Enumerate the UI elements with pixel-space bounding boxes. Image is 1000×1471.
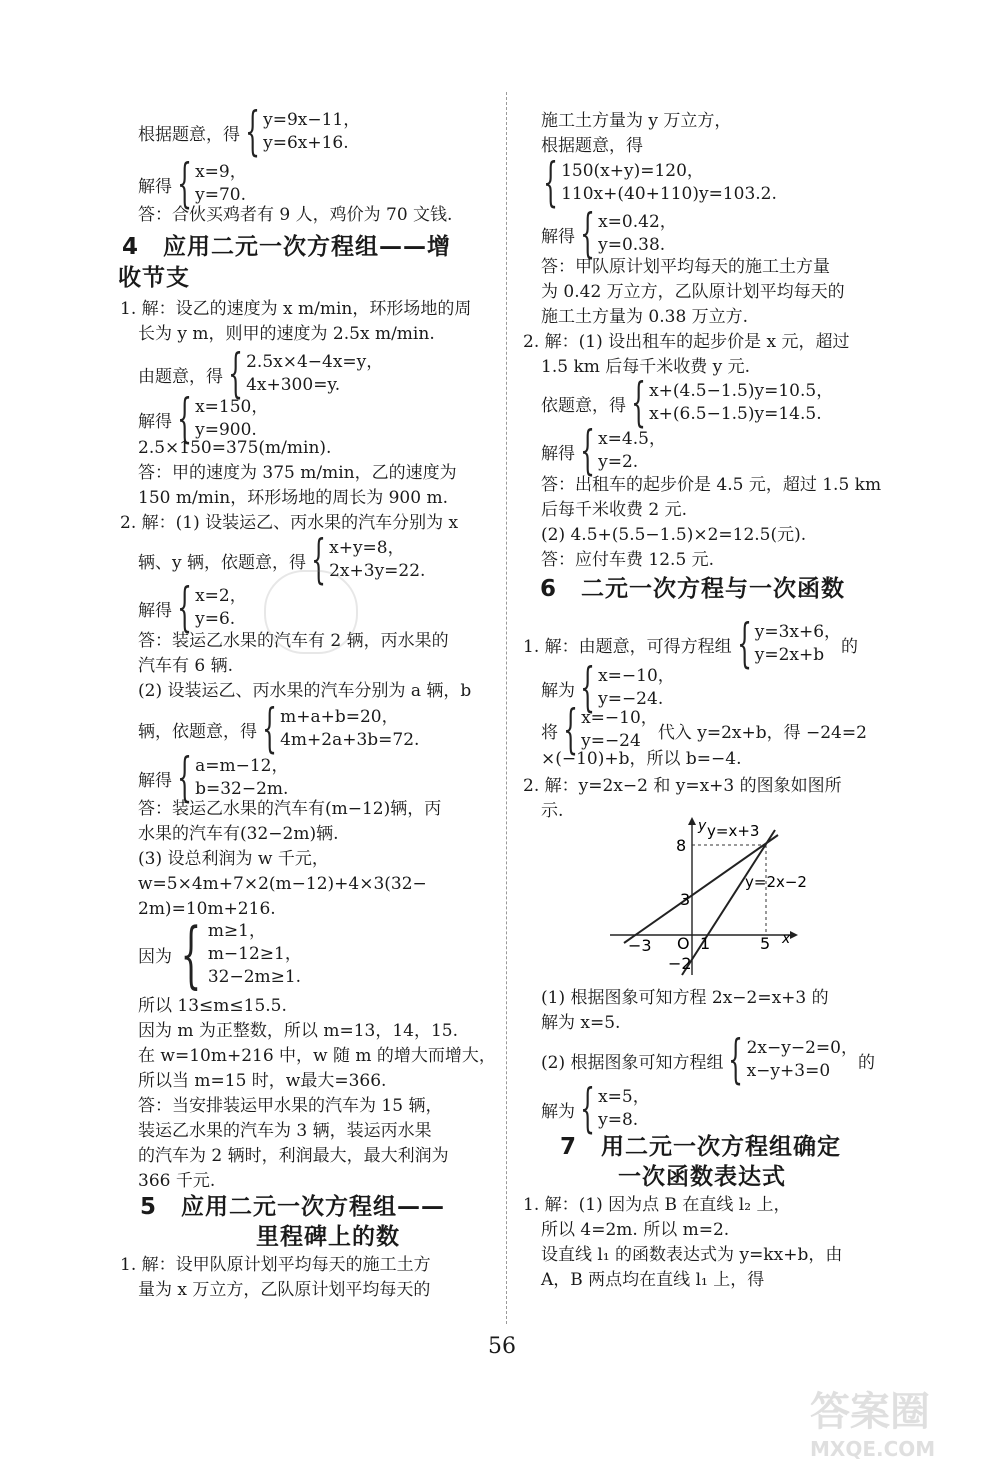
text-line: 答：装运乙水果的汽车有 2 辆，丙水果的 [138,631,449,651]
system-6: 解得 { x=2， y=6. [138,578,247,638]
text-line: 施工土方量为 y 万立方， [541,111,732,131]
tick-origin: O [677,934,690,953]
text-line: 答：出租车的起步价是 4.5 元，超过 1.5 km [541,475,882,495]
label-y-x-plus-3: y=x+3 [707,822,760,840]
text-line: 所以 13≤m≤15.5. [138,996,287,1016]
text-line: 根据题意，得 [541,136,643,156]
text-line: 水果的汽车有(32−2m)辆. [138,824,339,844]
text-line: 1. 解：(1) 因为点 B 在直线 l₂ 上， [523,1195,791,1215]
label-y-2x-minus-2: y=2x−2 [745,873,807,891]
system-16: 将 { x=−10， y=−24 代入 y=2x+b，得 −24=2 [541,700,867,760]
text-line: 答：应付车费 12.5 元. [541,550,715,570]
text-line: 答：当安排装运甲水果的汽车为 15 辆， [138,1096,443,1116]
text-line: (2) 4.5+(5.5−1.5)×2=12.5(元). [541,525,807,545]
tick-y-neg2: −2 [668,954,692,973]
text-line: w=5×4m+7×2(m−12)+4×3(32− [138,874,427,894]
section-4-heading: 4 应用二元一次方程组——增 [122,234,452,260]
text-line: 2. 解：(1) 设装运乙、丙水果的汽车分别为 x [120,513,459,533]
column-divider [506,92,507,1324]
system-2: 解得 { x=9， y=70. [138,154,247,214]
text-line: 设直线 l₁ 的函数表达式为 y=kx+b，由 [541,1245,843,1265]
text-line: 为 0.42 万立方，乙队原计划平均每天的 [541,282,845,302]
system-10: { 150(x+y)=120， 110x+(40+110)y=103.2. [543,153,777,213]
section-7-heading-cont: 一次函数表达式 [618,1164,786,1190]
tick-x1: 1 [700,934,711,953]
system-11: 解得 { x=0.42， y=0.38. [541,204,677,264]
y-axis-arrow [688,817,696,825]
text-line: ×(−10)+b，所以 b=−4. [541,749,742,769]
text-line: 150 m/min，环形场地的周长为 900 m. [138,488,448,508]
system-12: 依题意，得 { x+(4.5−1.5)y=10.5， x+(6.5−1.5)y=14.5. [541,373,834,433]
text-line: 1. 解：设甲队原计划平均每天的施工土方 [120,1255,431,1275]
text-line: 示. [541,801,564,821]
text-line: 1.5 km 后每千米收费 y 元. [541,357,751,377]
text-line: 2. 解：y=2x−2 和 y=x+3 的图象如图所 [523,776,842,796]
text-line: 解为 x=5. [541,1013,621,1033]
tick-y3: 3 [680,890,691,909]
text-line: 答：甲的速度为 375 m/min，乙的速度为 [138,463,457,483]
section-6-heading: 6 二元一次方程与一次函数 [540,576,846,602]
text-line: 2. 解：(1) 设出租车的起步价是 x 元，超过 [523,332,850,352]
text-line: 366 千元. [138,1171,216,1191]
text-line: 施工土方量为 0.38 万立方. [541,307,749,327]
text-line: 答：甲队原计划平均每天的施工土方量 [541,257,830,277]
text-line: 的汽车为 2 辆时，利润最大，最大利润为 [138,1146,449,1166]
x-axis-arrow [790,931,798,939]
tick-y8: 8 [676,836,687,855]
system-15: 解为 { x=−10， y=−24. [541,658,675,718]
section-5-heading-cont: 里程碑上的数 [256,1224,400,1250]
faint-stamp [264,570,358,654]
system-4: 解得 { x=150， y=900. [138,389,269,449]
y-axis-label: y [698,818,707,834]
text-line: 答：装运乙水果的汽车有(m−12)辆，丙 [138,799,442,819]
text-line: 在 w=10m+216 中，w 随 m 的增大而增大， [138,1046,496,1066]
text-line: (1) 根据图象可知方程 2x−2=x+3 的 [541,988,829,1008]
text-line: (3) 设总利润为 w 千元， [138,849,329,869]
system-7: 辆，依题意，得 { m+a+b=20， 4m+2a+3b=72. [138,699,420,759]
system-1: 根据题意，得 { y=9x−11， y=6x+16. [138,102,361,162]
system-8: 解得 { a=m−12， b=32−2m. [138,748,289,808]
text-line: 汽车有 6 辆. [138,656,234,676]
text-line: 因为 m 为正整数，所以 m=13，14，15. [138,1021,458,1041]
text-line: 所以当 m=15 时，w最大=366. [138,1071,387,1091]
text-line: 1. 解：设乙的速度为 x m/min，环形场地的周 [120,299,472,319]
text-line: 长为 y m，则甲的速度为 2.5x m/min. [138,324,435,344]
line-y-2x-minus-2 [682,830,775,975]
x-axis-label: x [782,931,791,947]
section-4-heading-cont: 收节支 [118,265,190,291]
text-line: A，B 两点均在直线 l₁ 上，得 [541,1270,765,1290]
site-watermark: 答案圈 MXQE.COM [810,1389,936,1461]
system-3: 由题意，得 { 2.5x×4−4x=y， 4x+300=y. [138,344,384,404]
text-line: 量为 x 万立方，乙队原计划平均每天的 [138,1280,431,1300]
text-line: 2.5×150=375(m/min). [138,438,332,458]
function-graph [610,815,810,980]
text-line: (2) 设装运乙、丙水果的汽车分别为 a 辆，b [138,681,472,701]
system-14: 1. 解：由题意，可得方程组 { y=3x+6， y=2x+b 的 [523,614,859,674]
text-line: 装运乙水果的汽车为 3 辆，装运丙水果 [138,1121,432,1141]
system-9: 因为 { m≥1， m−12≥1， 32−2m≥1. [138,912,302,996]
system-13: 解得 { x=4.5， y=2. [541,421,666,481]
answer-line: 答：合伙买鸡者有 9 人，鸡价为 70 文钱. [138,205,453,225]
system-17: (2) 根据图象可知方程组 { 2x−y−2=0， x−y+3=0 的 [541,1030,875,1090]
text-line: 后每千米收费 2 元. [541,500,688,520]
system-18: 解为 { x=5， y=8. [541,1079,650,1139]
tick-x-neg3: −3 [628,936,652,955]
section-7-heading: 7 用二元一次方程组确定 [560,1134,842,1160]
section-5-heading: 5 应用二元一次方程组—— [140,1194,446,1220]
tick-x5: 5 [760,934,771,953]
system-5: 辆、y 辆，依题意，得 { x+y=8， 2x+3y=22. [138,530,426,590]
text-line: 2m)=10m+216. [138,899,276,919]
text-line: 所以 4=2m. 所以 m=2. [541,1220,730,1240]
page-number: 56 [488,1334,516,1359]
